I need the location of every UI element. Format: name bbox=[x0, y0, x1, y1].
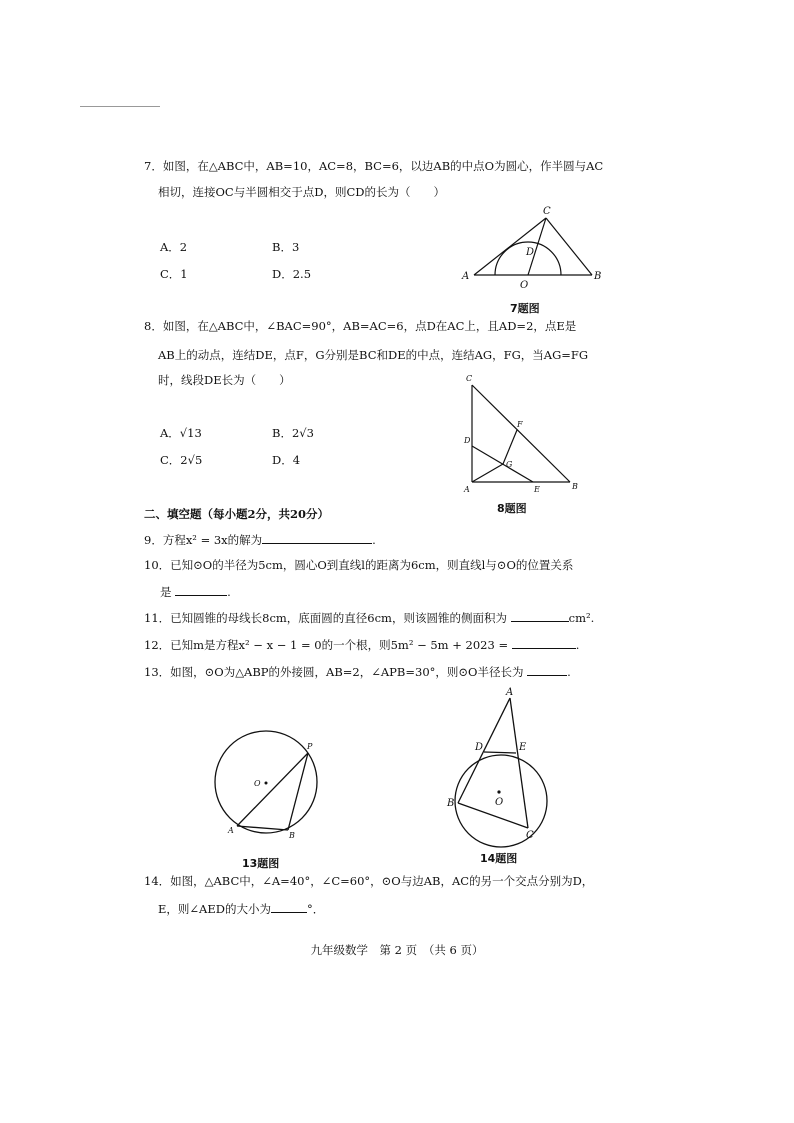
q7-option-d: D．2.5 bbox=[272, 267, 312, 281]
q14-label-b: B bbox=[447, 798, 455, 809]
q12-line bbox=[144, 636, 579, 653]
section-two-heading: 二、填空题（每小题2分，共20分） bbox=[144, 507, 330, 521]
q9-line bbox=[144, 531, 376, 548]
q8-label-c: C bbox=[466, 374, 473, 383]
q8-label-e: E bbox=[534, 485, 540, 494]
q8-label-f: F bbox=[517, 420, 523, 429]
q11-stem: 11．已知圆锥的母线长8cm，底面圆的直径6cm，则该圆锥的侧面积为 bbox=[144, 611, 507, 625]
q11-line bbox=[144, 609, 594, 626]
q7-semicircle bbox=[495, 242, 561, 275]
q13-center-dot bbox=[265, 782, 268, 785]
q14-segment-bc bbox=[458, 803, 528, 828]
q7-label-d: D bbox=[526, 247, 535, 258]
q14-center-dot bbox=[497, 790, 500, 793]
q12-end: . bbox=[575, 638, 580, 652]
q8-option-d: D．4 bbox=[272, 453, 301, 467]
q8-segment-cb bbox=[472, 385, 570, 482]
q7-option-b: B．3 bbox=[272, 240, 300, 254]
q7-label-o: O bbox=[520, 280, 529, 291]
q9-stem: 9．方程x² = 3x的解为 bbox=[144, 533, 263, 547]
q14-segment-ab bbox=[458, 698, 510, 803]
q14-label-c: C bbox=[526, 830, 534, 841]
q14-label-d: D bbox=[475, 742, 484, 753]
q7-stem-line1: 7．如图，在△ABC中，AB=10，AC=8，BC=6，以边AB的中点O为圆心，作半圆与AC bbox=[144, 159, 604, 173]
q7-segment-ac bbox=[474, 218, 546, 275]
q9-end: . bbox=[372, 533, 376, 547]
q8-segment-ag bbox=[472, 464, 503, 482]
q14-segment-de bbox=[484, 752, 516, 753]
q10-stem-line1: 10．已知⊙O的半径为5cm，圆心O到直线l的距离为6cm，则直线l与⊙O的位置关系 bbox=[144, 558, 574, 572]
q14-stem-line1: 14．如图，△ABC中，∠A=40°，∠C=60°，⊙O与边AB，AC的另一个交点分别为D， bbox=[144, 874, 594, 888]
q13-segment-pa bbox=[237, 753, 308, 826]
q7-label-c: C bbox=[543, 206, 551, 217]
q7-stem-line2: 相切，连接OC与半圆相交于点D，则CD的长为（ ） bbox=[158, 185, 445, 199]
q13-segment-pb bbox=[288, 753, 308, 830]
q8-segment-de bbox=[472, 446, 533, 482]
q7-option-c: C．1 bbox=[160, 267, 188, 281]
q13-segment-ab bbox=[237, 826, 288, 830]
q11-end: cm². bbox=[568, 611, 595, 625]
q8-stem-line1: 8．如图，在△ABC中，∠BAC=90°，AB=AC=6，点D在AC上，且AD=2，点E是 bbox=[144, 319, 577, 333]
q10-answer-blank[interactable] bbox=[175, 583, 227, 596]
q8-segment-gf bbox=[503, 430, 517, 464]
q13-end: . bbox=[567, 665, 571, 679]
q8-option-c: C．2√5 bbox=[160, 453, 203, 467]
q7-segment-oc bbox=[528, 218, 546, 275]
q13-label-o: O bbox=[254, 779, 261, 788]
q13-line bbox=[144, 663, 571, 680]
q12-answer-blank[interactable] bbox=[512, 636, 576, 649]
q14-line2 bbox=[158, 900, 324, 917]
q14-label-o: O bbox=[495, 797, 504, 808]
q13-circle bbox=[215, 731, 317, 833]
q7-option-a: A．2 bbox=[160, 240, 188, 254]
q8-label-d: D bbox=[464, 436, 471, 445]
q13-label-b: B bbox=[289, 831, 295, 840]
q13-answer-blank[interactable] bbox=[527, 663, 567, 676]
q10-end: . bbox=[227, 585, 231, 599]
q7-caption: 7题图 bbox=[510, 302, 540, 315]
q13-label-a: A bbox=[228, 826, 234, 835]
q10-line2 bbox=[160, 583, 231, 600]
q14-stem-line2: E，则∠AED的大小为 bbox=[158, 902, 271, 916]
q14-label-a: A bbox=[506, 687, 514, 698]
q8-label-g: G bbox=[506, 460, 513, 469]
q14-caption: 14题图 bbox=[480, 852, 518, 865]
q9-answer-blank[interactable] bbox=[262, 531, 372, 544]
q7-label-b: B bbox=[594, 271, 602, 282]
q8-option-a: A．√13 bbox=[160, 426, 202, 440]
header-rule bbox=[80, 106, 160, 107]
q14-answer-blank[interactable] bbox=[271, 900, 307, 913]
q8-stem-line3: 时，线段DE长为（ ） bbox=[158, 373, 291, 387]
q14-circle bbox=[455, 755, 547, 847]
q14-label-e: E bbox=[519, 742, 527, 753]
q7-segment-bc bbox=[546, 218, 592, 275]
q8-label-b: B bbox=[572, 482, 578, 491]
q14-end: °． bbox=[306, 902, 325, 916]
q10-stem-line2: 是 bbox=[160, 585, 172, 599]
q13-stem: 13．如图，⊙O为△ABP的外接圆，AB=2，∠APB=30°，则⊙O半径长为 bbox=[144, 665, 524, 679]
q14-segment-ac bbox=[510, 698, 528, 828]
q13-label-p: P bbox=[307, 742, 313, 751]
q11-answer-blank[interactable] bbox=[511, 609, 569, 622]
q7-label-a: A bbox=[462, 271, 470, 282]
q12-stem: 12．已知m是方程x² − x − 1 = 0的一个根，则5m² − 5m + 2023 = bbox=[144, 638, 509, 652]
q8-label-a: A bbox=[464, 485, 470, 494]
page-footer: 九年级数学 第 2 页 （共 6 页） bbox=[310, 943, 484, 957]
q8-option-b: B．2√3 bbox=[272, 426, 314, 440]
q8-stem-line2: AB上的动点，连结DE，点F，G分别是BC和DE的中点，连结AG，FG，当AG=FG bbox=[158, 348, 589, 362]
q13-caption: 13题图 bbox=[242, 857, 280, 870]
q8-caption: 8题图 bbox=[497, 502, 527, 515]
